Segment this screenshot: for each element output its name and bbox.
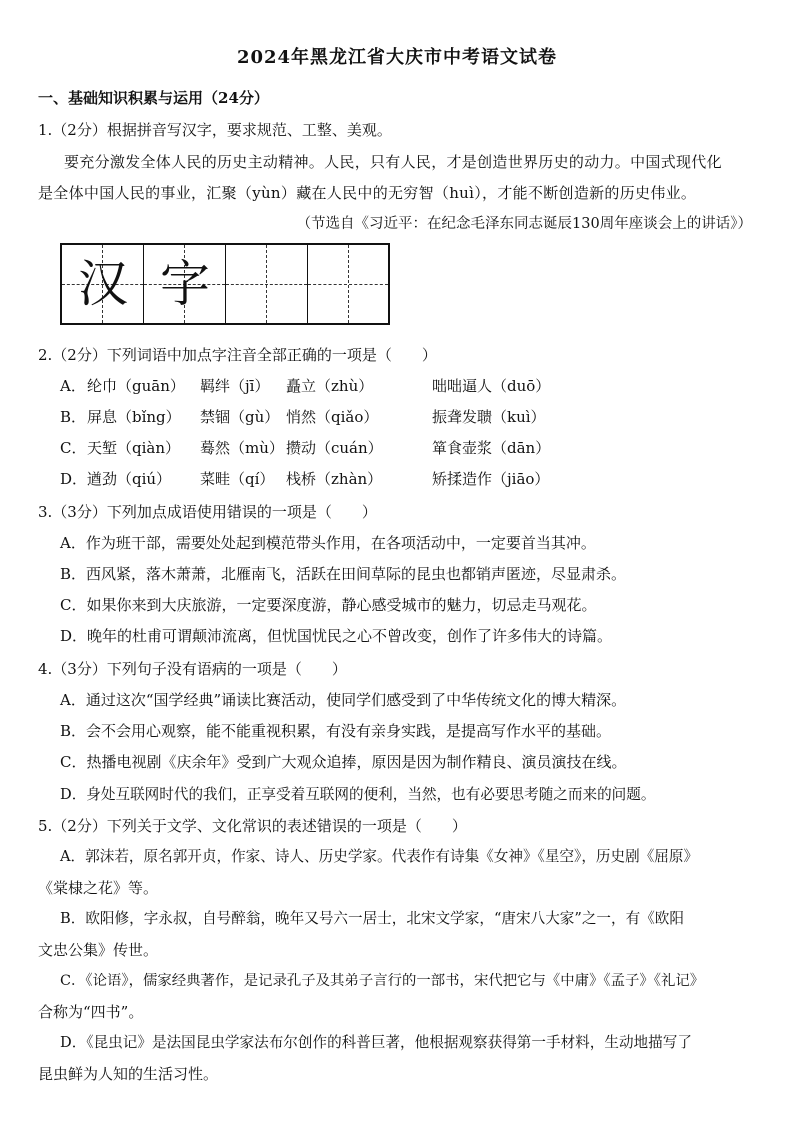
q2-option-c-item3: 攒动（cuán）: [286, 439, 383, 457]
q3-stem: 3.（3分）下列加点成语使用错误的一项是（ ）: [38, 503, 377, 521]
writing-grid: [60, 243, 390, 325]
q5-stem: 5.（2分）下列关于文学、文化常识的表述错误的一项是（ ）: [38, 817, 467, 835]
q2-option-d-item4: 矫揉造作（jiāo）: [432, 470, 550, 488]
q2-stem: 2.（2分）下列词语中加点字注音全部正确的一项是（ ）: [38, 346, 437, 364]
section-heading-1: 一、基础知识积累与运用（24分）: [38, 89, 269, 107]
q2-option-a-item1: 纶巾（guān）: [87, 377, 185, 395]
q3-option-b: B．西风紧，落木萧萧，北雁南飞，活跃在田间草际的昆虫也都销声匿迹，尽显肃杀。: [60, 565, 627, 583]
q4-option-a: A．通过这次“国学经典”诵读比赛活动，使同学们感受到了中华传统文化的博大精深。: [60, 691, 627, 709]
q2-option-b-item3: 悄然（qiǎo）: [286, 408, 379, 426]
grid-cell-4[interactable]: [308, 245, 388, 323]
q4-stem: 4.（3分）下列句子没有语病的一项是（ ）: [38, 660, 347, 678]
q2-option-c-letter: C．: [60, 439, 87, 457]
q2-option-a-item3: 矗立（zhù）: [286, 377, 374, 395]
q5-option-d-line2: 昆虫鲜为人知的生活习性。: [38, 1065, 219, 1083]
q2-option-b-item1: 屏息（bǐng）: [87, 408, 181, 426]
q2-option-a-item2: 羁绊（jī）: [200, 377, 270, 395]
grid-cell-2: [144, 245, 226, 323]
q1-passage-line2: 是全体中国人民的事业，汇聚（yùn）藏在人民中的无穷智（huì），才能不断创造新的历史伟业。: [38, 184, 697, 202]
q1-source: （节选自《习近平：在纪念毛泽东同志诞辰130周年座谈会上的讲话》）: [296, 216, 752, 232]
q5-option-a-line1: A．郭沫若，原名郭开贞，作家、诗人、历史学家。代表作有诗集《女神》《星空》，历史剧《屈原》: [60, 848, 699, 865]
q5-option-d-line1: D．《昆虫记》是法国昆虫学家法布尔创作的科普巨著，他根据观察获得第一手材料，生动地描写了: [60, 1034, 692, 1051]
q2-option-b-item4: 振聋发聩（kuì）: [432, 408, 546, 426]
q2-option-d-item3: 栈桥（zhàn）: [286, 470, 383, 488]
q4-option-c: C．热播电视剧《庆余年》受到广大观众追捧，原因是因为制作精良、演员演技在线。: [60, 753, 627, 771]
q2-option-c-item1: 天堑（qiàn）: [87, 439, 181, 457]
q5-option-c-line1: C．《论语》，儒家经典著作，是记录孔子及其弟子言行的一部书，宋代把它与《中庸》《孟子》《礼记》: [60, 973, 705, 989]
q3-option-c: C．如果你来到大庆旅游，一定要深度游，静心感受城市的魅力，切忌走马观花。: [60, 596, 597, 614]
q5-option-b-line1: B．欧阳修，字永叔，自号醉翁，晚年又号六一居士，北宋文学家，“唐宋八大家”之一，有《欧阳: [60, 910, 684, 927]
q2-option-b-item2: 禁锢（gù）: [200, 408, 280, 426]
grid-char-1: 汉: [78, 255, 128, 313]
q1-stem: 1.（2分）根据拼音写汉字，要求规范、工整、美观。: [38, 121, 392, 139]
q1-passage-line1: 要充分激发全体人民的历史主动精神。人民，只有人民，才是创造世界历史的动力。中国式现代化: [64, 153, 722, 171]
q2-option-d-item2: 菜畦（qí）: [200, 470, 275, 488]
q2-option-d-letter: D．: [60, 470, 88, 488]
q3-option-a: A．作为班干部，需要处处起到模范带头作用，在各项活动中，一定要首当其冲。: [60, 534, 596, 552]
grid-cell-1: [62, 245, 144, 323]
q3-option-d: D．晚年的杜甫可谓颠沛流离，但忧国忧民之心不曾改变，创作了许多伟大的诗篇。: [60, 627, 613, 645]
q4-option-b: B．会不会用心观察，能不能重视积累，有没有亲身实践，是提高写作水平的基础。: [60, 722, 612, 740]
q5-option-a-line2: 《棠棣之花》等。: [38, 879, 159, 897]
q4-option-d: D．身处互联网时代的我们，正享受着互联网的便利，当然，也有必要思考随之而来的问题。: [60, 786, 656, 803]
q2-option-a-letter: A．: [60, 377, 86, 395]
q5-option-c-line2: 合称为“四书”。: [38, 1003, 144, 1021]
q2-option-a-item4: 咄咄逼人（duō）: [432, 377, 551, 395]
grid-cell-3[interactable]: [226, 245, 308, 323]
grid-char-2: 字: [160, 255, 210, 313]
q5-option-b-line2: 文忠公集》传世。: [38, 941, 159, 959]
q2-option-b-letter: B．: [60, 408, 87, 426]
q2-option-c-item4: 箪食壶浆（dān）: [432, 439, 551, 457]
page-title: 2024年黑龙江省大庆市中考语文试卷: [236, 47, 558, 68]
q2-option-d-item1: 遒劲（qiú）: [87, 470, 172, 488]
q2-option-c-item2: 蓦然（mù）: [200, 439, 284, 457]
